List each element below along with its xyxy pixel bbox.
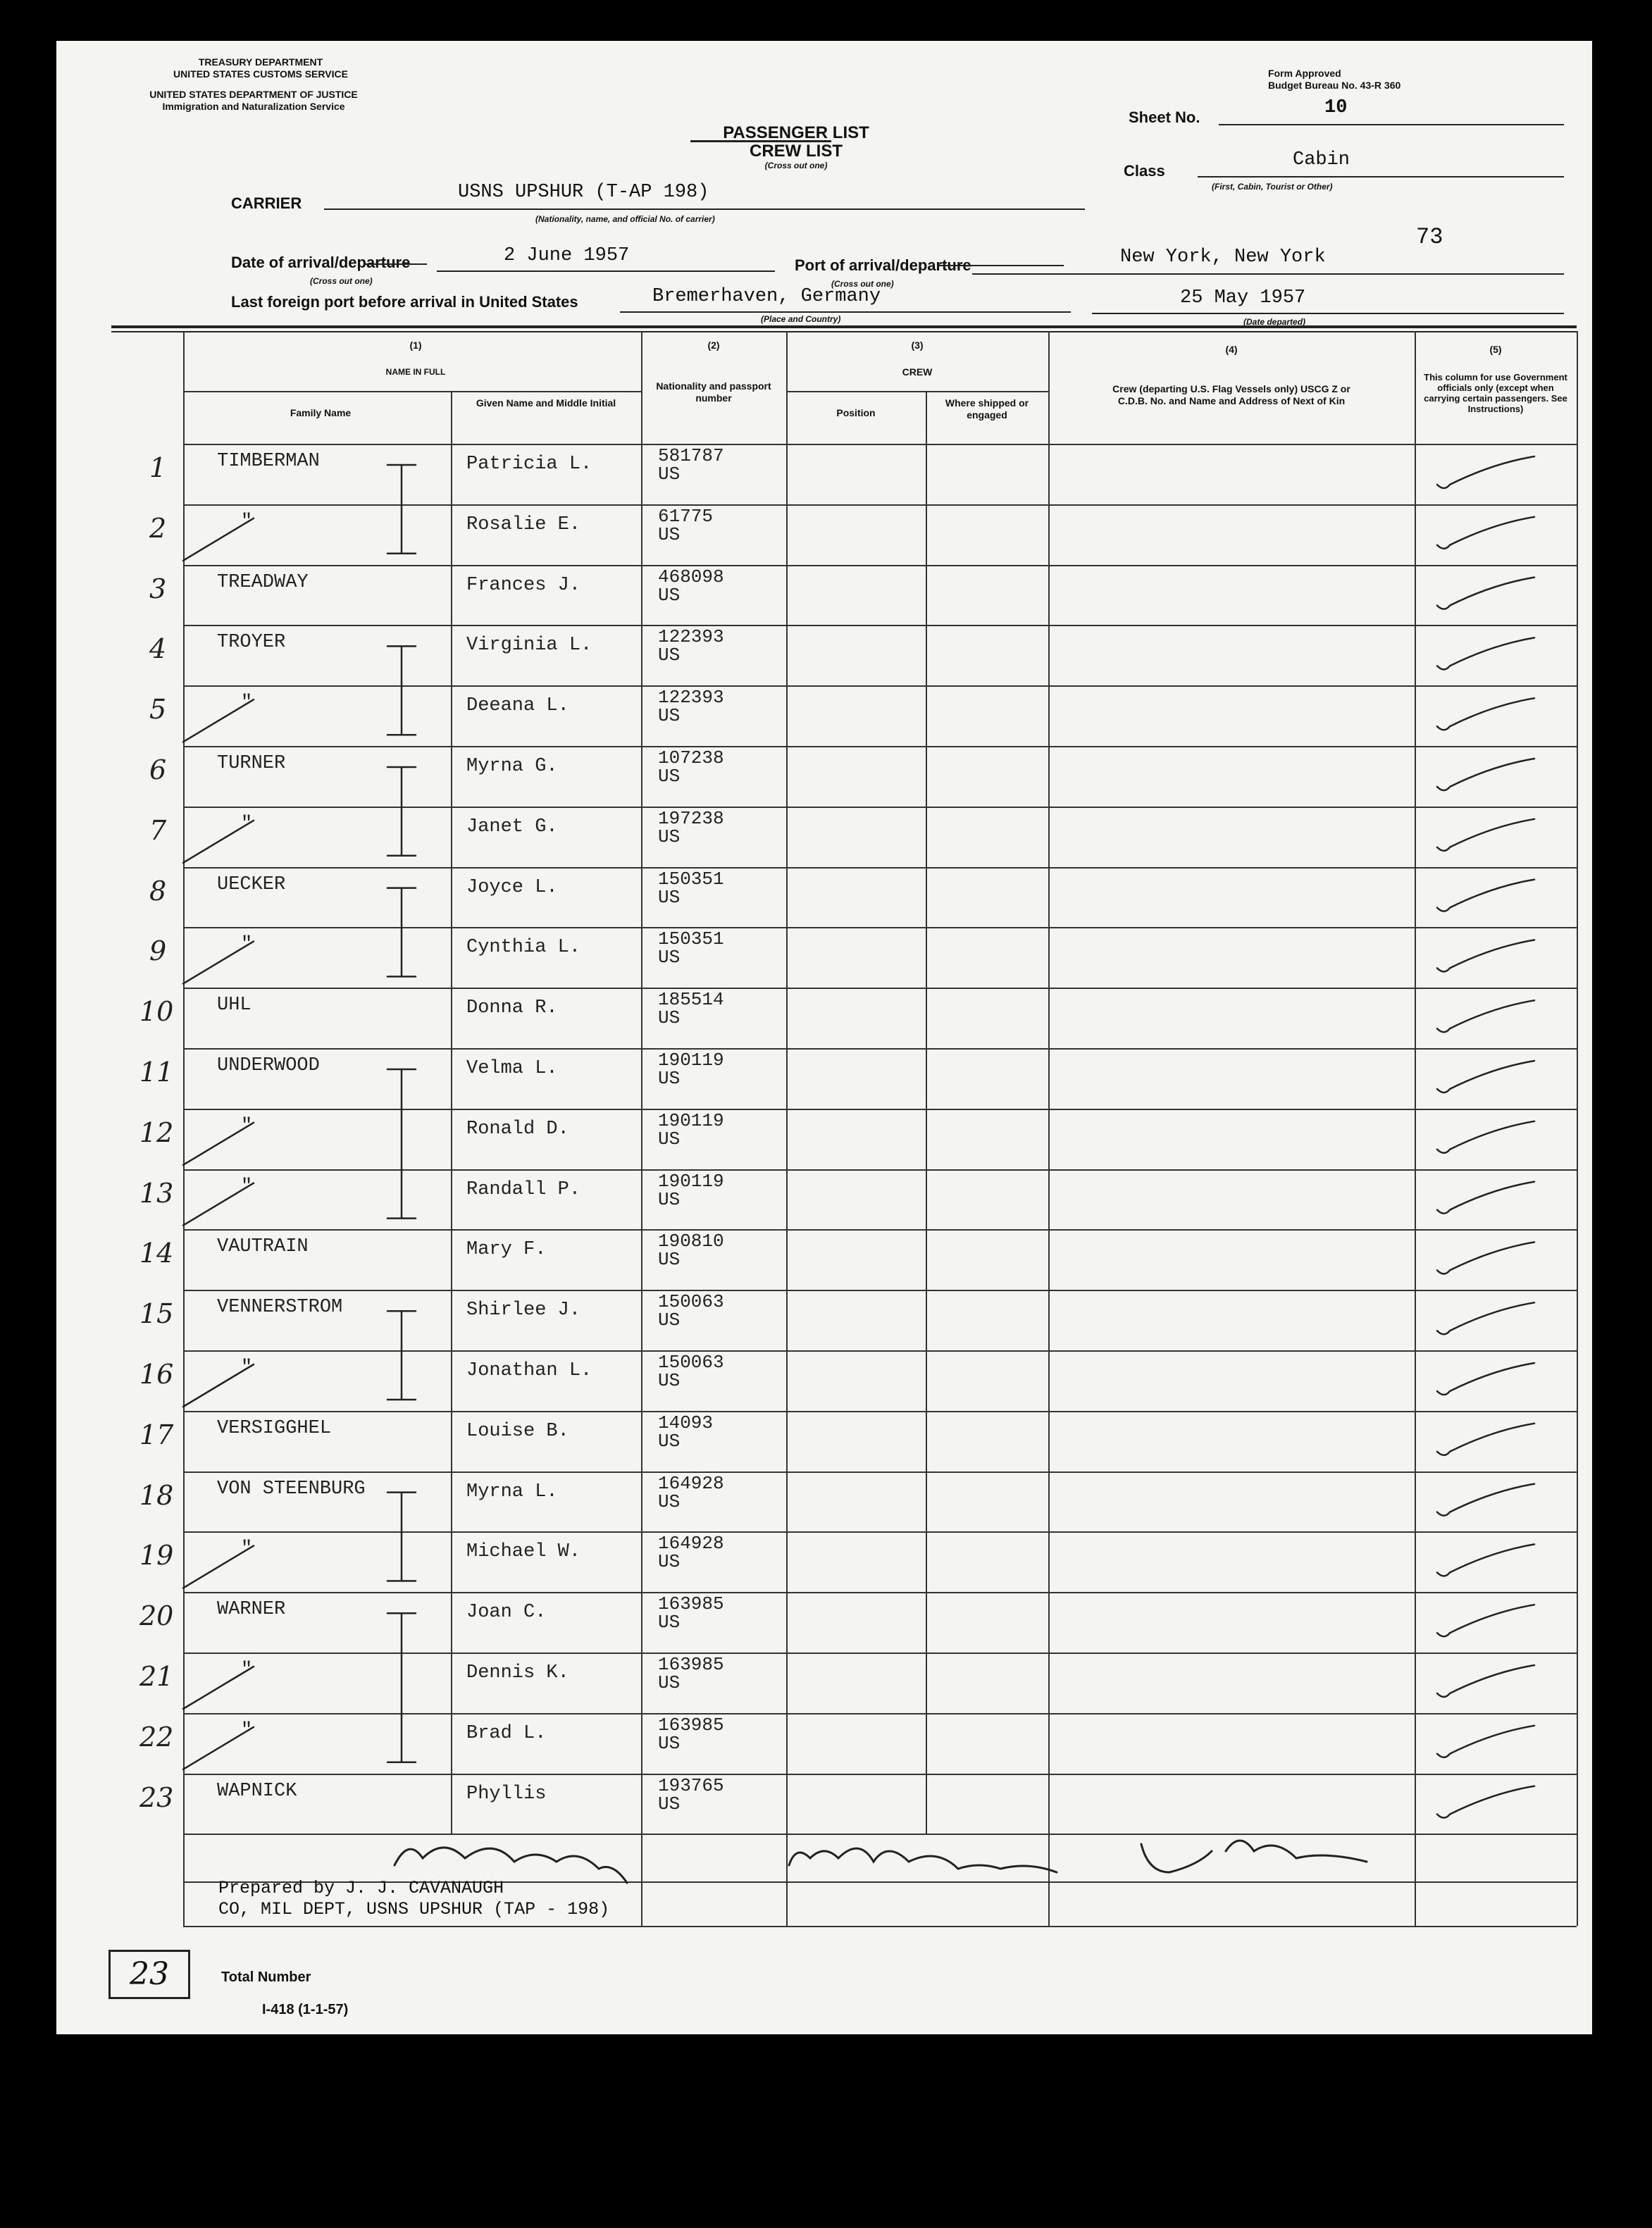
total-number-label: Total Number bbox=[221, 1969, 311, 1985]
row-number: 5 bbox=[149, 694, 167, 725]
agency-line-3: UNITED STATES DEPARTMENT OF JUSTICE bbox=[149, 89, 358, 100]
col2-number: (2) bbox=[707, 340, 720, 351]
port-note: (Cross out one) bbox=[831, 279, 894, 289]
sheet-no-value: 10 bbox=[1324, 97, 1348, 118]
family-name-cell: " bbox=[241, 934, 253, 955]
ditto-slash bbox=[183, 699, 254, 742]
given-name-cell: Joan C. bbox=[466, 1602, 547, 1623]
check-mark bbox=[1437, 637, 1534, 669]
passport-number-cell: 14093 bbox=[658, 1412, 714, 1433]
col-crew: CREW bbox=[902, 366, 933, 378]
page-stamp: 73 bbox=[1416, 224, 1443, 250]
family-name-cell: VON STEENBURG bbox=[217, 1479, 366, 1500]
given-name-cell: Shirlee J. bbox=[466, 1300, 581, 1321]
family-bracket bbox=[387, 767, 416, 856]
given-name-cell: Dennis K. bbox=[466, 1662, 569, 1684]
passport-number-cell: 150351 bbox=[658, 928, 724, 950]
passport-number-cell: 164928 bbox=[658, 1533, 724, 1554]
row-number: 1 bbox=[149, 452, 167, 483]
nationality-cell: US bbox=[658, 1068, 681, 1089]
passport-number-cell: 190119 bbox=[658, 1050, 724, 1071]
family-name-cell: " bbox=[241, 511, 253, 533]
row-number: 21 bbox=[139, 1661, 174, 1692]
passport-number-cell: 61775 bbox=[658, 506, 714, 527]
nationality-cell: US bbox=[658, 1793, 681, 1815]
nationality-cell: US bbox=[658, 1007, 681, 1028]
given-name-cell: Joyce L. bbox=[466, 877, 558, 898]
ditto-slash bbox=[183, 1545, 254, 1588]
check-mark bbox=[1437, 1182, 1534, 1214]
family-name-cell: UECKER bbox=[217, 874, 286, 895]
title-passenger-list: PASSENGER LIST bbox=[723, 123, 869, 142]
given-name-cell: Janet G. bbox=[466, 816, 558, 838]
agency-line-1: TREASURY DEPARTMENT bbox=[198, 56, 323, 68]
family-bracket bbox=[387, 1069, 416, 1219]
form-number: I-418 (1-1-57) bbox=[262, 2002, 349, 2017]
nationality-cell: US bbox=[658, 1431, 681, 1452]
family-name-cell: " bbox=[241, 1176, 253, 1197]
family-name-cell: " bbox=[241, 1720, 253, 1741]
given-name-cell: Myrna L. bbox=[466, 1481, 558, 1502]
given-name-cell: Deeana L. bbox=[466, 695, 569, 716]
given-name-cell: Virginia L. bbox=[466, 635, 592, 656]
date-departed-note: (Date departed) bbox=[1243, 317, 1306, 327]
family-name-cell: " bbox=[241, 692, 253, 714]
col-position: Position bbox=[836, 407, 876, 418]
family-name-cell: WARNER bbox=[217, 1599, 286, 1620]
nationality-cell: US bbox=[658, 766, 681, 787]
form-approved: Form Approved bbox=[1268, 68, 1341, 79]
nationality-cell: US bbox=[658, 1612, 681, 1633]
given-name-cell: Randall P. bbox=[466, 1179, 581, 1200]
nationality-cell: US bbox=[658, 1672, 681, 1693]
family-name-cell: UNDERWOOD bbox=[217, 1055, 320, 1076]
family-name-cell: " bbox=[241, 814, 253, 835]
ditto-slash bbox=[183, 1667, 254, 1709]
check-mark bbox=[1437, 1061, 1534, 1093]
row-number: 22 bbox=[139, 1722, 174, 1753]
row-number: 23 bbox=[139, 1782, 174, 1813]
family-name-cell: " bbox=[241, 1357, 253, 1379]
date-value: 2 June 1957 bbox=[504, 245, 630, 266]
passport-number-cell: 197238 bbox=[658, 808, 724, 829]
nationality-cell: US bbox=[658, 1551, 681, 1572]
row-number: 3 bbox=[149, 573, 167, 604]
check-mark bbox=[1437, 940, 1534, 971]
nationality-cell: US bbox=[658, 1370, 681, 1391]
signature-officer-2 bbox=[1141, 1841, 1367, 1872]
given-name-cell: Jonathan L. bbox=[466, 1360, 592, 1381]
title-note: (Cross out one) bbox=[764, 161, 828, 170]
nationality-cell: US bbox=[658, 585, 681, 606]
given-name-cell: Donna R. bbox=[466, 997, 558, 1019]
port-value: New York, New York bbox=[1120, 247, 1326, 268]
check-mark bbox=[1437, 1726, 1534, 1757]
check-mark bbox=[1437, 1544, 1534, 1576]
agency-line-4: Immigration and Naturalization Service bbox=[162, 101, 345, 112]
passport-number-cell: 163985 bbox=[658, 1714, 724, 1736]
check-mark bbox=[1437, 1786, 1534, 1818]
family-name-cell: " bbox=[241, 1538, 253, 1560]
row-number: 11 bbox=[139, 1057, 174, 1088]
date-departed-value: 25 May 1957 bbox=[1180, 287, 1306, 309]
col3-number: (3) bbox=[911, 340, 924, 351]
row-number: 12 bbox=[139, 1117, 174, 1148]
check-mark bbox=[1437, 819, 1534, 851]
passport-number-cell: 150063 bbox=[658, 1291, 724, 1312]
signature-officer-1 bbox=[789, 1848, 1057, 1872]
passport-number-cell: 190119 bbox=[658, 1110, 724, 1131]
col-nationality: Nationality and passport number bbox=[656, 380, 771, 404]
passport-number-cell: 581787 bbox=[658, 445, 724, 466]
nationality-cell: US bbox=[658, 1491, 681, 1512]
col1-title: NAME IN FULL bbox=[385, 367, 446, 377]
row-number: 9 bbox=[149, 935, 167, 966]
family-bracket bbox=[387, 646, 416, 735]
given-name-cell: Louise B. bbox=[466, 1421, 569, 1442]
passport-number-cell: 468098 bbox=[658, 566, 724, 587]
row-number: 6 bbox=[149, 754, 167, 785]
check-mark bbox=[1437, 1424, 1534, 1455]
family-bracket bbox=[387, 1613, 416, 1762]
row-number: 4 bbox=[149, 633, 167, 664]
nationality-cell: US bbox=[658, 1733, 681, 1754]
family-name-cell: VERSIGGHEL bbox=[217, 1418, 332, 1439]
carrier-value: USNS UPSHUR (T-AP 198) bbox=[458, 182, 709, 203]
passport-number-cell: 163985 bbox=[658, 1593, 724, 1614]
col5-number: (5) bbox=[1489, 344, 1502, 355]
row-number: 18 bbox=[139, 1480, 174, 1511]
passport-number-cell: 150351 bbox=[658, 869, 724, 890]
given-name-cell: Michael W. bbox=[466, 1541, 581, 1562]
check-mark bbox=[1437, 1121, 1534, 1153]
row-number: 15 bbox=[139, 1298, 174, 1329]
row-number: 2 bbox=[149, 513, 167, 544]
row-number: 8 bbox=[149, 876, 167, 907]
given-name-cell: Patricia L. bbox=[466, 454, 592, 475]
budget-bureau: Budget Bureau No. 43-R 360 bbox=[1268, 80, 1401, 91]
passport-number-cell: 122393 bbox=[658, 626, 724, 647]
family-bracket bbox=[387, 1311, 416, 1400]
agency-line-2: UNITED STATES CUSTOMS SERVICE bbox=[173, 68, 348, 80]
given-name-cell: Phyllis bbox=[466, 1784, 547, 1805]
passport-number-cell: 190810 bbox=[658, 1231, 724, 1252]
col-crew-desc: Crew (departing U.S. Flag Vessels only) USCG Z or C.D.B. No. and Name and Address of Next of Kin bbox=[1112, 383, 1350, 406]
nationality-cell: US bbox=[658, 947, 681, 968]
family-name-cell: TROYER bbox=[217, 632, 286, 653]
ditto-slash bbox=[183, 821, 254, 863]
family-name-cell: " bbox=[241, 1660, 253, 1681]
last-port-label: Last foreign port before arrival in United States bbox=[231, 293, 578, 311]
carrier-note: (Nationality, name, and official No. of carrier) bbox=[535, 214, 715, 224]
passport-number-cell: 190119 bbox=[658, 1171, 724, 1192]
family-name-cell: VAUTRAIN bbox=[217, 1236, 309, 1257]
port-label: Port of arrival/departure bbox=[795, 256, 971, 274]
ditto-slash bbox=[183, 1364, 254, 1407]
check-mark bbox=[1437, 456, 1534, 488]
check-mark bbox=[1437, 1605, 1534, 1636]
check-mark bbox=[1437, 698, 1534, 730]
class-label: Class bbox=[1124, 162, 1165, 180]
check-mark bbox=[1437, 1484, 1534, 1516]
given-name-cell: Velma L. bbox=[466, 1058, 558, 1079]
passport-number-cell: 193765 bbox=[658, 1775, 724, 1796]
title-crew-list: CREW LIST bbox=[750, 142, 843, 161]
nationality-cell: US bbox=[658, 463, 681, 485]
passport-number-cell: 164928 bbox=[658, 1473, 724, 1494]
sheet-no-label: Sheet No. bbox=[1129, 108, 1200, 126]
nationality-cell: US bbox=[658, 1189, 681, 1210]
passport-number-cell: 122393 bbox=[658, 687, 724, 708]
passport-number-cell: 163985 bbox=[658, 1654, 724, 1675]
nationality-cell: US bbox=[658, 1309, 681, 1331]
nationality-cell: US bbox=[658, 1249, 681, 1270]
last-port-value: Bremerhaven, Germany bbox=[652, 286, 881, 307]
given-name-cell: Ronald D. bbox=[466, 1119, 569, 1140]
check-mark bbox=[1437, 1302, 1534, 1334]
prepared-by-2: CO, MIL DEPT, USNS UPSHUR (TAP - 198) bbox=[218, 1899, 610, 1919]
class-note: (First, Cabin, Tourist or Other) bbox=[1212, 182, 1333, 192]
nationality-cell: US bbox=[658, 524, 681, 545]
check-mark bbox=[1437, 517, 1534, 549]
row-number: 14 bbox=[139, 1238, 174, 1269]
row-number: 16 bbox=[139, 1359, 174, 1390]
nationality-cell: US bbox=[658, 887, 681, 908]
check-mark bbox=[1437, 1000, 1534, 1032]
row-number: 7 bbox=[149, 815, 167, 846]
family-bracket bbox=[387, 888, 416, 977]
row-number: 17 bbox=[139, 1419, 174, 1450]
prepared-by: Prepared by J. J. CAVANAUGH bbox=[218, 1878, 504, 1898]
given-name-cell: Frances J. bbox=[466, 575, 581, 596]
col1-number: (1) bbox=[409, 340, 422, 351]
last-port-note: (Place and Country) bbox=[761, 314, 841, 324]
family-name-cell: TURNER bbox=[217, 753, 286, 774]
row-number: 20 bbox=[139, 1600, 174, 1631]
family-name-cell: UHL bbox=[217, 995, 251, 1016]
family-name-cell: VENNERSTROM bbox=[217, 1297, 343, 1318]
col-where-shipped: Where shipped or engaged bbox=[945, 397, 1029, 421]
nationality-cell: US bbox=[658, 705, 681, 726]
date-label: Date of arrival/departure bbox=[231, 254, 411, 271]
ditto-slash bbox=[183, 941, 254, 983]
col-gov-desc: This column for use Government officials only (except when carrying certain passengers. See Instructions) bbox=[1424, 372, 1567, 414]
family-bracket bbox=[387, 1493, 416, 1581]
col4-number: (4) bbox=[1225, 344, 1238, 355]
row-number: 19 bbox=[139, 1540, 174, 1571]
passport-number-cell: 150063 bbox=[658, 1352, 724, 1373]
col-family-name: Family Name bbox=[290, 407, 352, 418]
nationality-cell: US bbox=[658, 1128, 681, 1150]
passport-number-cell: 107238 bbox=[658, 747, 724, 768]
nationality-cell: US bbox=[658, 826, 681, 847]
ditto-slash bbox=[183, 1123, 254, 1165]
given-name-cell: Brad L. bbox=[466, 1723, 547, 1744]
ditto-slash bbox=[183, 1183, 254, 1226]
given-name-cell: Myrna G. bbox=[466, 756, 558, 777]
family-name-cell: TREADWAY bbox=[217, 572, 309, 593]
manifest-sheet bbox=[56, 41, 1592, 2034]
total-number-value: 23 bbox=[130, 1956, 169, 1992]
family-name-cell: WAPNICK bbox=[217, 1781, 297, 1802]
col-given-name: Given Name and Middle Initial bbox=[476, 397, 616, 409]
given-name-cell: Rosalie E. bbox=[466, 514, 581, 535]
ditto-slash bbox=[183, 518, 254, 561]
row-number: 10 bbox=[139, 996, 174, 1027]
family-bracket bbox=[387, 465, 416, 554]
family-name-cell: TIMBERMAN bbox=[217, 451, 320, 472]
carrier-label: CARRIER bbox=[231, 194, 302, 212]
passport-number-cell: 185514 bbox=[658, 989, 724, 1010]
given-name-cell: Cynthia L. bbox=[466, 937, 581, 958]
handwriting-overlay bbox=[56, 41, 1592, 2034]
check-mark bbox=[1437, 1665, 1534, 1697]
ditto-slash bbox=[183, 1727, 254, 1769]
check-mark bbox=[1437, 578, 1534, 609]
given-name-cell: Mary F. bbox=[466, 1239, 547, 1260]
check-mark bbox=[1437, 759, 1534, 790]
date-note: (Cross out one) bbox=[310, 276, 373, 286]
check-mark bbox=[1437, 1242, 1534, 1274]
signature-cavanaugh bbox=[395, 1848, 627, 1883]
check-mark bbox=[1437, 1363, 1534, 1395]
check-mark bbox=[1437, 880, 1534, 911]
family-name-cell: " bbox=[241, 1116, 253, 1137]
nationality-cell: US bbox=[658, 645, 681, 666]
class-value: Cabin bbox=[1293, 149, 1350, 170]
row-number: 13 bbox=[139, 1178, 174, 1209]
